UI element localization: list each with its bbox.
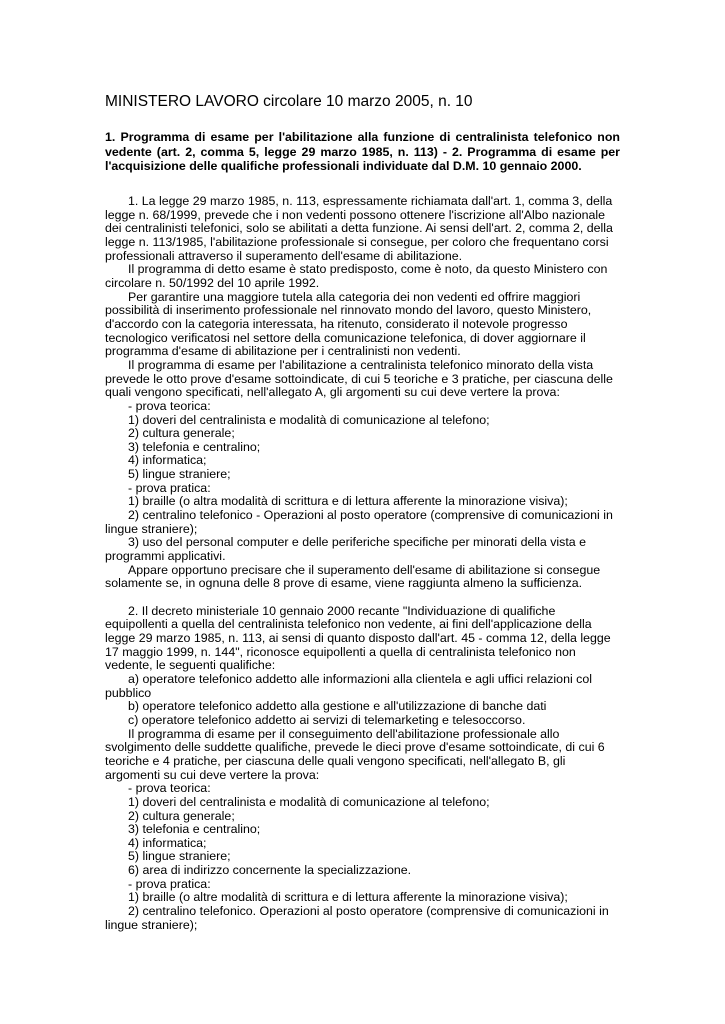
s2-theory-item: 5) lingue straniere; — [128, 849, 231, 864]
s1-theory-label: - prova teorica: — [128, 398, 211, 413]
s1-paragraph-4: Il programma di esame per l'abilitazione a centralinista telefonico minorato della vista prevede le otto prove d'esame sottoindicate, di cui 5 teoriche e 3 pratiche, per ciascuna delle quali vengono specificati, nell'allegato A, gli argomenti su cui deve vertere la prova: — [105, 357, 613, 400]
s1-practice-item: 1) braille (o altra modalità di scrittura e di lettura afferente la minorazione visiva); — [128, 494, 568, 509]
s1-theory-item: 5) lingue straniere; — [128, 467, 231, 482]
s2-paragraph-1: 2. Il decreto ministeriale 10 gennaio 2000 recante "Individuazione di qualifiche equipollenti a quella del centralinista telefonico non vedente, ai fini dell'applicazione della legge 29 marzo 1985, n. 113, ai sensi di quanto disposto dall'art. 45 - comma 12, della legge 17 maggio 1999, n. 144", riconosce equipollenti a quella di centralinista telefonico non vedente, le seguenti qualifiche: — [105, 603, 611, 673]
document-title: MINISTERO LAVORO circolare 10 marzo 2005, n. 10 — [105, 93, 473, 110]
s2-theory-label: - prova teorica: — [128, 781, 211, 796]
s2-theory-item: 1) doveri del centralinista e modalità di comunicazione al telefono; — [128, 794, 490, 809]
s2-theory-item: 6) area di indirizzo concernente la specializzazione. — [128, 863, 412, 878]
s1-theory-item: 3) telefonia e centralino; — [128, 439, 261, 454]
s2-theory-item: 3) telefonia e centralino; — [128, 822, 261, 837]
s1-paragraph-1: 1. La legge 29 marzo 1985, n. 113, espressamente richiamata dall'art. 1, comma 3, della legge n. 68/1999, prevede che i non vedenti possono ottenere l'iscrizione all'Albo nazionale dei centralinisti telefonici, solo se abilitati a detta funzione. Ai sensi dell'art. 2, comma 2, della legge n. 113/1985, l'abilitazione professionale si consegue, per coloro che frequentano corsi professionali attraverso il superamento dell'esame di abilitazione. — [105, 194, 613, 263]
s2-paragraph-2: Il programma di esame per il conseguimento dell'abilitazione professionale allo svolgimento delle suddette qualifiche, prevede le dieci prove d'esame sottoindicate, di cui 6 teoriche e 4 pratiche, per ciascuna delle quali vengono specificati, nell'allegato B, gli argomenti su cui deve vertere la prova: — [105, 726, 605, 782]
s2-qualification-item: b) operatore telefonico addetto alla gestione e all'utilizzazione di banche dati — [128, 699, 547, 714]
s2-practice-item: 2) centralino telefonico. Operazioni al posto operatore (comprensive di comunicazioni in lingue straniere); — [105, 904, 609, 932]
s1-paragraph-5: Appare opportuno precisare che il superamento dell'esame di abilitazione si consegue solamente se, in ognuna delle 8 prove di esame, viene raggiunta almeno la sufficienza. — [105, 562, 601, 591]
document-body — [105, 195, 620, 932]
s1-paragraph-3: Per garantire una maggiore tutela alla categoria dei non vedenti ed offrire maggiori possibilità di inserimento professionale nel rinnovato mondo del lavoro, questo Ministero, d'accordo con la categoria interessata, ha ritenuto, considerato il notevole progresso tecnologico verificatosi nel settore della comunicazione telefonica, di dover aggiornare il programma d'esame di abilitazione per i centralinisti non vedenti. — [105, 289, 592, 359]
s1-theory-item: 4) informatica; — [128, 453, 207, 468]
s2-qualification-item: a) operatore telefonico addetto alle informazioni alla clientela e agli uffici relazioni col pubblico — [105, 671, 593, 700]
document-subject: 1. Programma di esame per l'abilitazione alla funzione di centralinista telefonico non vedente (art. 2, comma 5, legge 29 marzo 1985, n. 113) - 2. Programma di esame per l'acquisizione delle qualifiche professionali individuate dal D.M. 10 gennaio 2000. — [105, 130, 620, 174]
s1-theory-item: 2) cultura generale; — [128, 426, 235, 441]
s2-theory-item: 2) cultura generale; — [128, 808, 235, 823]
s2-practice-item: 1) braille (o altre modalità di scrittura e di lettura afferente la minorazione visiva); — [128, 890, 568, 905]
s2-theory-item: 4) informatica; — [128, 835, 207, 850]
s2-qualification-item: c) operatore telefonico addetto ai servizi di telemarketing e telesoccorso. — [128, 712, 526, 727]
s2-practice-label: - prova pratica: — [128, 876, 211, 891]
s1-theory-item: 1) doveri del centralinista e modalità di comunicazione al telefono; — [128, 412, 490, 427]
s1-paragraph-2: Il programma di detto esame è stato predisposto, come è noto, da questo Ministero con circolare n. 50/1992 del 10 aprile 1992. — [105, 262, 608, 290]
s1-practice-item: 3) uso del personal computer e delle periferiche specifiche per minorati della vista e programmi applicativi. — [105, 535, 587, 564]
s1-practice-item: 2) centralino telefonico - Operazioni al posto operatore (comprensive di comunicazioni in lingue straniere); — [105, 508, 613, 536]
s1-practice-label: - prova pratica: — [128, 480, 211, 495]
